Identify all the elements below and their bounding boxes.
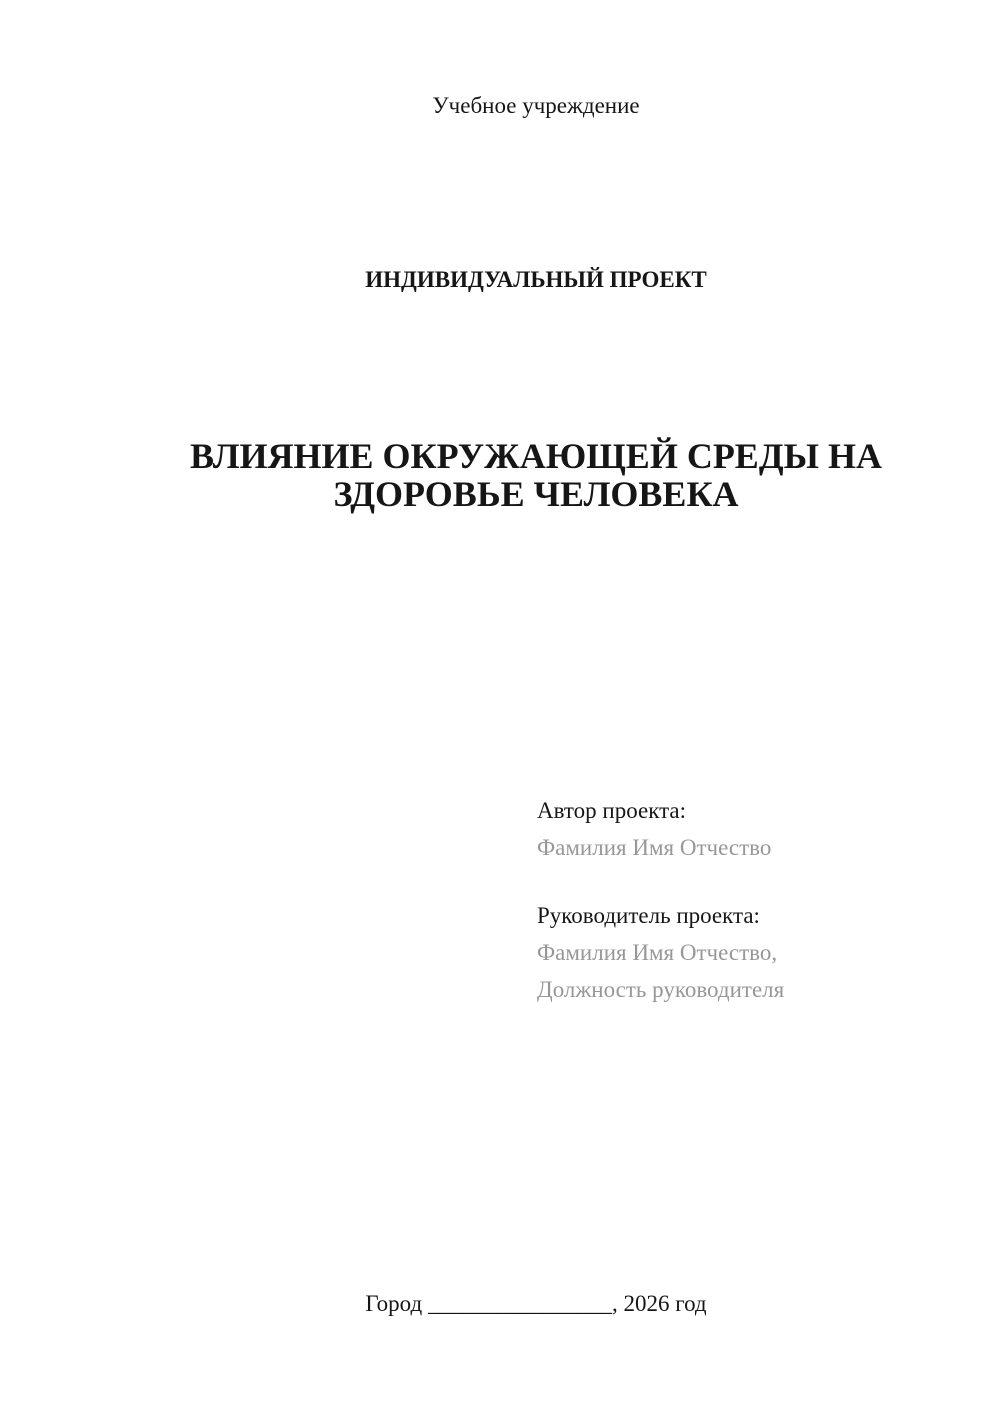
project-title: ВЛИЯНИЕ ОКРУЖАЮЩЕЙ СРЕДЫ НА ЗДОРОВЬЕ ЧЕЛОВЕКА	[190, 436, 882, 514]
supervisor-position-placeholder: Должность руководителя	[537, 977, 785, 1002]
author-block	[537, 792, 784, 866]
document-type-heading: ИНДИВИДУАЛЬНЫЙ ПРОЕКТ	[365, 267, 707, 292]
city-year-line: Город ________________, 2026 год	[365, 1291, 707, 1316]
author-name-placeholder: Фамилия Имя Отчество	[537, 835, 772, 860]
supervisor-block	[537, 897, 784, 1008]
credits-block	[537, 792, 784, 1008]
supervisor-label: Руководитель проекта:	[537, 903, 760, 928]
author-label: Автор проекта:	[537, 798, 686, 823]
supervisor-name-placeholder: Фамилия Имя Отчество,	[537, 940, 778, 965]
institution-name: Учебное учреждение	[432, 93, 640, 118]
